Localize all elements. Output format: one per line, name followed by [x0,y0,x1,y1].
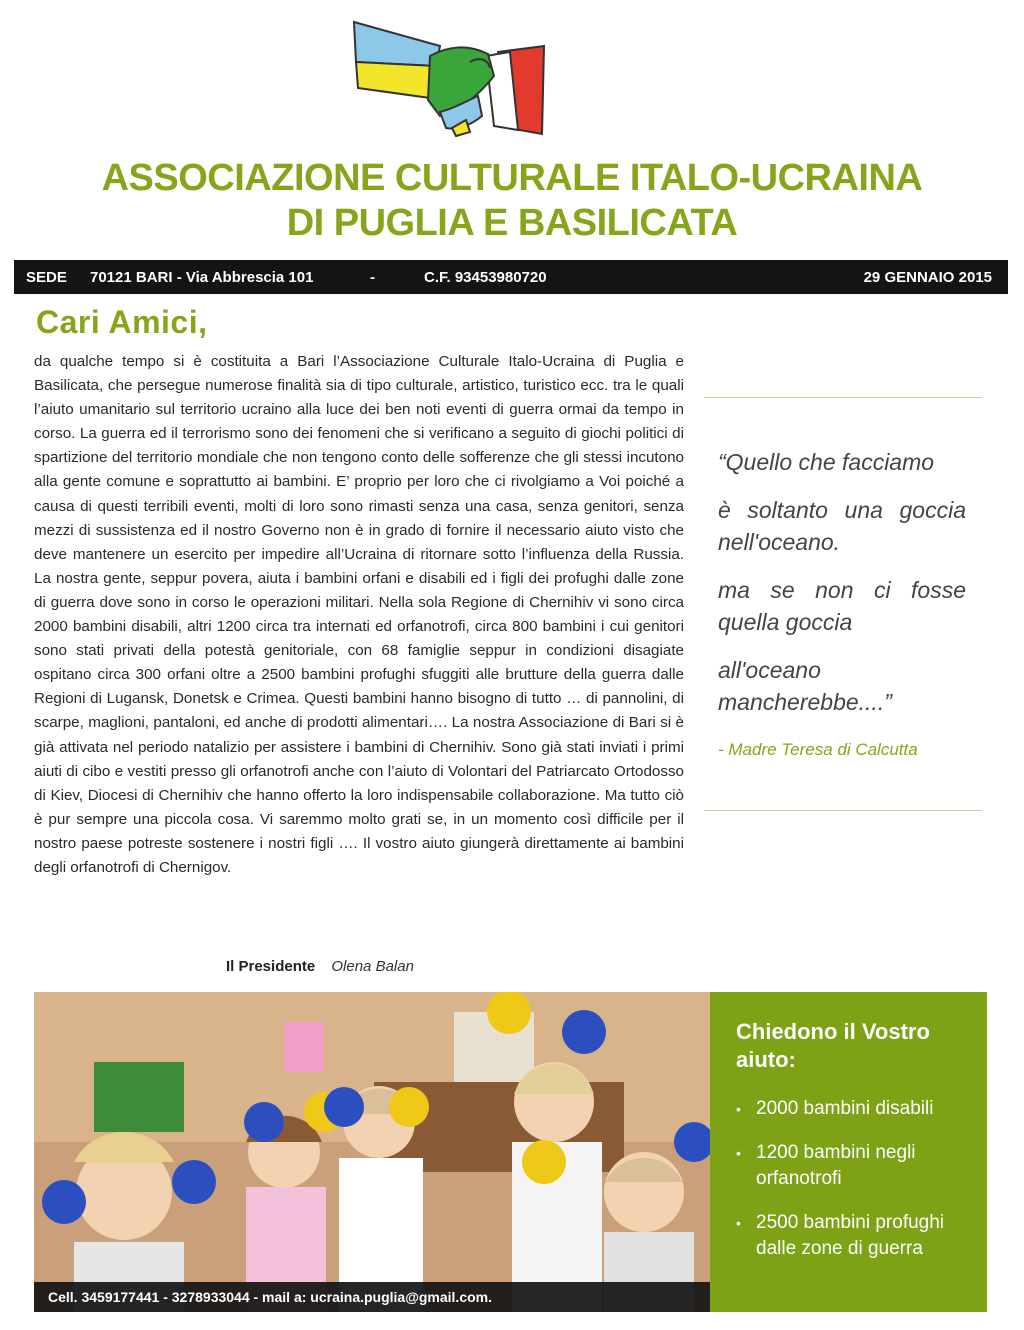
quote-line-2: è soltanto una goccia nell'oceano. [718,497,966,555]
aid-item: • 2000 bambini disabili [736,1096,967,1122]
aid-title: Chiedono il Vostro aiuto: [736,1019,930,1072]
address: 70121 BARI - Via Abbrescia 101 [90,269,314,286]
signature [226,958,414,975]
contact-bar: Cell. 3459177441 - 3278933044 - mail a: ucraina.puglia@gmail.com. [34,1282,710,1312]
info-bar [14,260,1008,294]
title-line-1: ASSOCIAZIONE CULTURALE ITALO-UCRAINA [101,157,923,199]
quote-block [718,446,966,766]
aid-item: • 1200 bambini negli orfanotrofi [736,1140,967,1192]
aid-list [736,1096,967,1262]
quote-divider-top [704,397,982,398]
quote-line-3: ma se non ci fosse quella goccia [718,577,966,635]
quote-line-4: all'oceano mancherebbe....” [718,657,892,715]
aid-item: • 2500 bambini profughi dalle zone di guerra [736,1210,967,1262]
greeting: Cari Amici, [36,304,208,340]
association-logo [348,16,548,144]
title-line-2: DI PUGLIA E BASILICATA [286,202,738,244]
separator: - [370,269,375,286]
quote-line-1: “Quello che facciamo [718,449,935,475]
signature-name: Olena Balan [331,958,414,975]
quote-author: - Madre Teresa di Calcutta [718,740,918,759]
aid-box [710,992,987,1312]
association-title [0,156,1024,246]
fiscal-code: C.F. 93453980720 [424,269,547,286]
quote-divider-bottom [704,810,982,811]
date: 29 GENNAIO 2015 [863,269,992,286]
signature-role: Il Presidente [226,958,316,975]
sede-label: SEDE [26,269,67,286]
children-photo [34,992,710,1312]
letter-body: da qualche tempo si è costituita a Bari l’Associazione Culturale Italo-Ucraina di Puglia e Basilicata, che persegue numerose finalità sia di tipo culturale, artistico, turistico ecc. tra le quali l’aiuto umanitario sul territorio ucraino alla luce dei ben noti eventi di guerra ormai da tempo in corso. La guerra ed il terrorismo sono dei fenomeni che si verificano a seguito di giochi politici di spartizione del territorio mondiale che non tengono conto delle sofferenze che gli stessi incutono alla gente comune e soprattutto ai bambini. E’ proprio per loro che ci rivolgiamo a Voi poiché a causa di questi terribili eventi, molti di loro sono rimasti senza una casa, senza genitori, senza mezzi di sussistenza ed il nostro Governo non è in grado di fornire il necessario aiuto visto che deve mantenere un esercito per impedire all’Ucraina di ritornare sotto l’influenza della Russia. La nostra gente, seppur povera, aiuta i bambini orfani e disabili ed i figli dei profughi dalle zone di guerra dove sono in corso le operazioni militari. Nella sola Regione di Chernihiv vi sono circa 2000 bambini disabili, altri 1200 circa tra internati ed orfanotrofi, circa 800 bambini i cui genitori sono stati privati della potestà genitoriale, con 68 famiglie seppur in condizioni disagiate ospitano circa 300 orfani oltre a 2500 bambini profughi sfuggiti alle brutture della guerra dalle Regioni di Lugansk, Donetsk e Crimea. Questi bambini hanno bisogno di tutto … di pannolini, di scarpe, maglioni, pantaloni, ed anche di prodotti alimentari…. La nostra Associazione di Bari si è già attivata nel periodo natalizio per assistere i bambini di Chernihiv. Sono già stati inviati i primi aiuti di cibo e vestiti presso gli orfanotrofi anche con l’aiuto di Volontari del Patriarcato Ortodosso di Kiev, Diocesi di Chernihiv che hanno offerto la loro indispensabile collaborazione. Ma tutto ciò è pur sempre una piccola cosa. Vi saremmo molto grati se, in un momento così difficile per il nostro paese potreste sostenere i nostri figli …. Il vostro aiuto giungerà direttamente ai bambini degli orfanotrofi di Chernigov. [34,353,684,876]
